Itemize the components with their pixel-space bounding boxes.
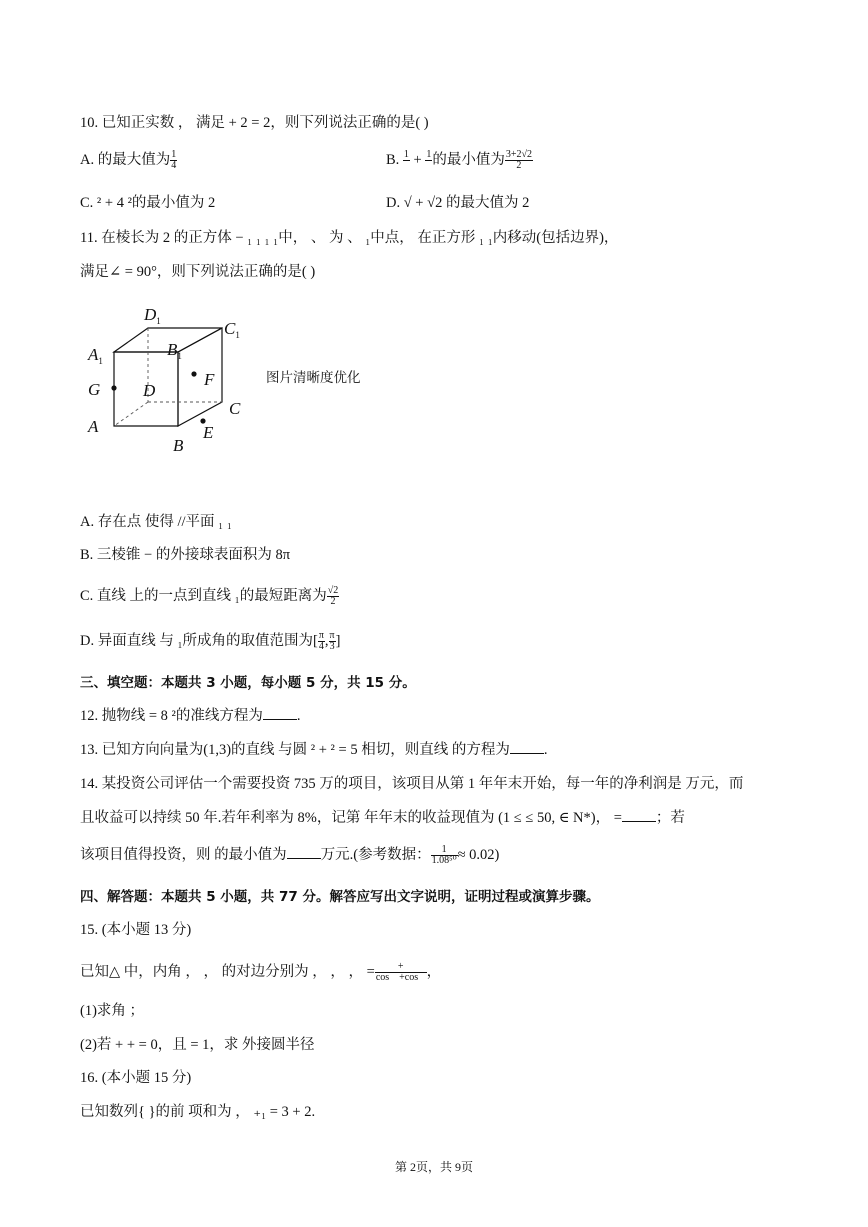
q14-ref-fraction: $\frac{1}{\text{1.08⁵⁰}}$ [431,844,457,867]
label-c: C [229,399,241,418]
q11-option-c [80,586,339,607]
q11-option-d [80,631,340,652]
q11-option-c-fraction: $\frac{√2}{2}$ [327,585,339,608]
q14-line3 [80,845,499,866]
q15-fraction: $\frac{+}{\cos +\cos}$ [375,961,426,984]
point-g [111,385,116,390]
label-f: F [204,370,215,389]
q10-option-b [386,150,533,171]
q10-option-d: D. √ + √2 的最大值为 2 [386,195,530,211]
q10-stem: 10. 已知正实数 ， 满足 + 2 = 2，则下列说法正确的是( ) [80,115,429,131]
label-b1: $B_1$ [167,340,182,361]
q10-option-b-label: B. [386,152,400,168]
q10-option-b-frac2: 1 [426,149,432,161]
q10-option-a-text: A. 的最大值为 [80,152,171,168]
label-a1: $A_1$ [88,345,103,366]
label-e: E [203,423,214,442]
q12-blank [263,707,297,720]
q12-end: . [296,708,301,724]
q14-line2-end: ；若 [655,810,685,826]
cube-right-face [178,328,222,426]
q13 [80,740,547,760]
q11-option-a: A. 存在点 使得 //平面 ₁ ₁ [80,514,232,530]
q10-option-a [80,150,177,171]
q16-given: 已知数列{ }的前 项和为 ， ₊₁ = 3 + 2. [80,1104,316,1120]
q14-line2 [80,808,685,828]
page-footer: 第 2页，共 9页 [394,1160,473,1174]
q11-option-d-text: D. 异面直线 与 ₁所成角的取值范围为[ [80,633,318,649]
q14-line3-text: 该项目值得投资，则 的最小值为 [80,847,287,863]
q11-option-c-text: C. 直线 上的一点到直线 ₁的最短距离为 [80,588,327,604]
label-g: G [88,380,101,399]
hidden-edge-left [114,402,148,426]
q14-blank-2 [287,846,321,859]
q15-given-text: 已知△ 中，内角 ， ， 的对边分别为 ， ， ， = [80,964,375,980]
q12 [80,706,301,726]
q14-blank-1 [622,809,656,822]
section-3-heading: 三、填空题：本题共 3 小题，每小题 5 分，共 15 分。 [80,675,416,691]
figure-note: 图片清晰度优化 [266,370,361,386]
q14-line3-end: ≈ 0.02) [457,847,500,863]
q15-given-end: ， [426,964,442,980]
q11-option-d-end: ] [335,633,341,649]
q13-end: . [543,742,548,758]
point-f [191,371,196,376]
q11-stem-line2: 满足∠ = 90°，则下列说法正确的是( ) [80,264,316,280]
q11-option-b: B. 三棱锥 − 的外接球表面积为 8π [80,547,291,563]
q15-part-1: (1)求角 ； [80,1003,145,1019]
q14-line1: 14. 某投资公司评估一个需要投资 735 万的项目，该项目从第 1 年年末开始，每一年的净利润是 万元，而 [80,776,744,792]
q12-text: 12. 抛物线 = 8 ²的准线方程为 [80,708,263,724]
q15-title: 15. (本小题 13 分) [80,922,192,938]
label-c1: $C_1$ [224,319,240,340]
label-b: B [173,436,184,455]
q10-option-b-frac3: $\frac{3+2√2}{2}$ [505,149,532,172]
q10-option-b-plus: + [413,152,422,168]
q13-text: 13. 已知方向向量为(1,3)的直线 与圆 ² + ² = 5 相切，则直线 的方程为 [80,742,510,758]
q16-title: 16. (本小题 15 分) [80,1070,192,1086]
q10-option-b-frac1: 1 [403,149,409,161]
q10-option-a-fraction: $\frac{1}{4}$ [171,149,177,172]
q10-option-c: C. ² + 4 ²的最小值为 2 [80,195,216,211]
q11-option-d-frac1: $\frac{\pi}{4}$ [318,630,324,653]
q15-part-2: (2)若 + + = 0，且 = 1，求 外接圆半径 [80,1037,315,1053]
label-d: D [143,381,156,400]
label-a: A [88,417,99,436]
q15-given [80,962,441,983]
q10-option-b-tail: 的最小值为 [432,152,505,168]
q11-option-d-sep: , [324,633,329,649]
q13-blank [510,741,544,754]
q11-option-d-frac2: $\frac{\pi}{3}$ [329,630,335,653]
label-d1: $D_1$ [144,305,161,326]
q11-stem-line1: 11. 在棱长为 2 的正方体 − ₁ ₁ ₁ ₁中， 、 为 、 ₁中点， 在正方形 ₁ ₁内移动(包括边界)， [80,230,619,246]
q14-line3-mid: 万元.(参考数据： [320,847,431,863]
q14-line2-text: 且收益可以持续 50 年.若年利率为 8%，记第 年年末的收益现值为 (1 ≤ ≤ 50, ∈ N*)， = [80,810,622,826]
section-4-heading: 四、解答题：本题共 5 小题，共 77 分。解答应写出文字说明，证明过程或演算步骤。 [80,889,600,905]
